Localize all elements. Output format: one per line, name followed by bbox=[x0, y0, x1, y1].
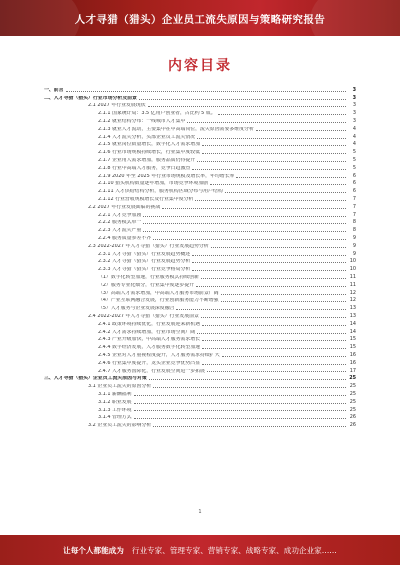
toc-dot-leader bbox=[192, 262, 346, 263]
toc-entry-page: 6 bbox=[352, 180, 356, 187]
toc-entry-page: 25 bbox=[349, 390, 356, 397]
toc-dot-leader bbox=[153, 426, 346, 427]
toc-entry-page: 14 bbox=[349, 320, 356, 327]
toc-entry[interactable] bbox=[40, 210, 356, 218]
footer-slogan-sub: 行业专家、管理专家、营销专家、战略专家、成功企业家…… bbox=[131, 545, 337, 555]
toc-dot-leader bbox=[202, 325, 346, 326]
toc-entry-page: 17 bbox=[349, 367, 356, 374]
toc-entry-title: 3.2 企业员工流失的影响分析 bbox=[88, 423, 152, 429]
toc-dot-leader bbox=[197, 161, 346, 162]
toc-entry[interactable] bbox=[40, 381, 356, 389]
toc-entry-title: 2.1 2027 年行业发展现状 bbox=[88, 103, 146, 109]
toc-entry-title: 2.1.4 人才流失分析，头部企业员工流失情况 bbox=[98, 134, 196, 140]
toc-dot-leader bbox=[187, 122, 346, 123]
toc-entry-title: 2.1.1 国家统计局：3.5 亿用户创业者，占比约 5 成。 bbox=[98, 111, 216, 117]
toc-entry-page: 11 bbox=[349, 281, 356, 288]
toc-entry-title: （5）人才服务与企业发展深度融合 bbox=[98, 306, 175, 312]
toc-entry[interactable] bbox=[40, 85, 356, 93]
toc-entry[interactable] bbox=[40, 366, 356, 374]
toc-entry-title: 2.1.9 2020 年至 2025 年行业市场规模及增长率，年均增长率 bbox=[98, 173, 235, 179]
toc-dot-leader bbox=[225, 192, 346, 193]
toc-entry-page: 3 bbox=[352, 118, 356, 125]
toc-dot-leader bbox=[134, 418, 346, 419]
toc-dot-leader bbox=[221, 294, 347, 295]
toc-entry[interactable] bbox=[40, 319, 356, 327]
toc-entry-title: 2.1.7 企业用人需求增加，服务品质仍待提升 bbox=[98, 158, 196, 163]
toc-entry-page: 3 bbox=[352, 102, 356, 109]
toc-entry-title: 3.1 企业员工流失的原因分析 bbox=[88, 384, 152, 390]
toc-entry[interactable] bbox=[40, 163, 356, 171]
toc-entry[interactable] bbox=[40, 358, 356, 366]
toc-entry-title: 2.2.2 服务模式单一 bbox=[98, 220, 142, 226]
toc-dot-leader bbox=[149, 379, 346, 380]
toc-entry[interactable] bbox=[40, 412, 356, 420]
toc-dot-leader bbox=[197, 138, 346, 139]
toc-entry-page: 16 bbox=[349, 359, 356, 366]
toc-entry-page: 8 bbox=[352, 219, 356, 226]
toc-entry-page: 12 bbox=[349, 297, 356, 304]
toc-entry-title: 3.1.1 薪酬福利 bbox=[98, 391, 132, 397]
toc-entry-page: 15 bbox=[349, 336, 356, 343]
toc-dot-leader bbox=[162, 208, 346, 209]
toc-entry[interactable] bbox=[40, 147, 356, 155]
toc-entry[interactable] bbox=[40, 420, 356, 428]
toc-entry-title: 2.3.2 人才寻猎（猎头）行业发展趋势分析 bbox=[98, 259, 191, 265]
toc-entry[interactable] bbox=[40, 140, 356, 148]
toc-entry-page: 26 bbox=[349, 414, 356, 421]
toc-entry[interactable] bbox=[40, 108, 356, 116]
toc-entry[interactable] bbox=[40, 225, 356, 233]
toc-entry-page: 25 bbox=[349, 383, 356, 390]
bottom-banner bbox=[0, 535, 400, 565]
toc-entry[interactable] bbox=[40, 350, 356, 358]
toc-entry-title: 2.1.6 行业市场规模持续增长，行业集中度较低 bbox=[98, 150, 201, 156]
toc-entry-title: （1）数字化转型加速，行业服务模式持续创新 bbox=[98, 275, 199, 280]
toc-entry[interactable] bbox=[40, 202, 356, 210]
toc-entry[interactable] bbox=[40, 218, 356, 226]
toc-entry-title: 2.3.3 人才寻猎（猎头）行业竞争格局分析 bbox=[98, 267, 191, 273]
toc-entry-title: 2.1.8 行业中高端人才服务，竞争日趋激烈 bbox=[98, 165, 191, 171]
toc-entry-title: 3.1.2 职业发展 bbox=[98, 399, 132, 405]
toc-dot-leader bbox=[192, 270, 346, 271]
toc-entry-page: 3 bbox=[352, 110, 356, 117]
toc-entry-page: 4 bbox=[352, 125, 356, 132]
toc-entry-title: 二、人才寻猎（猎头）行业市场分析及前景 bbox=[44, 95, 137, 101]
toc-entry[interactable] bbox=[40, 280, 356, 288]
toc-dot-leader bbox=[143, 223, 346, 224]
toc-dot-leader bbox=[218, 114, 346, 115]
toc-entry[interactable] bbox=[40, 233, 356, 241]
toc-entry[interactable] bbox=[40, 335, 356, 343]
toc-entry[interactable] bbox=[40, 397, 356, 405]
toc-dot-leader bbox=[134, 395, 346, 396]
toc-dot-leader bbox=[134, 410, 346, 411]
toc-dot-leader bbox=[210, 184, 346, 185]
toc-entry[interactable] bbox=[40, 373, 356, 381]
toc-dot-leader bbox=[256, 130, 346, 131]
toc-entry-page: 13 bbox=[349, 305, 356, 312]
toc-entry-page: 4 bbox=[352, 141, 356, 148]
toc-entry-title: 2.4.2 人才需求持续增加，行业市场空间广阔 bbox=[98, 329, 196, 335]
toc-dot-leader bbox=[202, 348, 346, 349]
toc-entry-page: 25 bbox=[349, 406, 356, 413]
toc-dot-leader bbox=[148, 106, 346, 107]
toc-entry-title: 2.1.5 就业岗位数量增长，数字化人才需求增加 bbox=[98, 142, 201, 148]
toc-dot-leader bbox=[202, 364, 346, 365]
toc-dot-leader bbox=[153, 239, 346, 240]
toc-entry-page: 6 bbox=[352, 172, 356, 179]
toc-entry-page: 9 bbox=[352, 242, 356, 249]
toc-entry-title: 2.1.10 猎头机构数量逐年增加，市场竞争环境加剧 bbox=[98, 181, 209, 187]
toc-entry[interactable] bbox=[40, 264, 356, 272]
toc-entry-page: 9 bbox=[352, 235, 356, 242]
toc-entry[interactable] bbox=[40, 296, 356, 304]
toc-entry-page: 10 bbox=[349, 258, 356, 265]
toc-entry-title: 2.2 2027 年行业发展面临的挑战 bbox=[88, 204, 161, 210]
toc-dot-leader bbox=[222, 356, 346, 357]
toc-entry[interactable] bbox=[40, 257, 356, 265]
toc-entry-page: 5 bbox=[352, 164, 356, 171]
toc-entry-title: 2.4.4 数字经济发展，人才服务数字化转型加速 bbox=[98, 345, 201, 351]
toc-dot-leader bbox=[236, 177, 346, 178]
toc-entry-title: （3）高端人才需求增加，中高端人才服务市场前景广阔 bbox=[98, 290, 219, 296]
toc-entry-page: 5 bbox=[352, 149, 356, 156]
toc-entry-page: 7 bbox=[352, 196, 356, 203]
toc-entry[interactable] bbox=[40, 93, 356, 101]
toc-entry-title: 3.1.4 管理方式 bbox=[98, 415, 132, 421]
toc-dot-leader bbox=[201, 278, 346, 279]
table-of-contents bbox=[40, 85, 356, 428]
toc-dot-leader bbox=[207, 371, 346, 372]
toc-entry[interactable] bbox=[40, 194, 356, 202]
toc-dot-leader bbox=[202, 145, 346, 146]
toc-entry[interactable] bbox=[40, 249, 356, 257]
toc-dot-leader bbox=[196, 286, 346, 287]
toc-entry-title: 3.1.3 工作环境 bbox=[98, 407, 132, 413]
toc-entry-title: 2.2.1 人才竞争加剧 bbox=[98, 212, 142, 218]
toc-entry[interactable] bbox=[40, 186, 356, 194]
toc-entry-page: 9 bbox=[352, 250, 356, 257]
toc-entry-page: 3 bbox=[352, 94, 356, 101]
toc-dot-leader bbox=[192, 255, 346, 256]
toc-entry-title: 2.3.1 人才寻猎（猎头）行业发展趋势概述 bbox=[98, 251, 191, 257]
toc-dot-leader bbox=[201, 317, 346, 318]
toc-dot-leader bbox=[176, 309, 346, 310]
toc-entry-title: 2.1.12 行业营收规模增长及行业集中度分析 bbox=[98, 197, 194, 202]
toc-entry-page: 4 bbox=[352, 133, 356, 140]
toc-entry-title: 2.4.7 人才服务国际化，行业发展空间进一步拓展 bbox=[98, 368, 205, 374]
toc-entry-page: 15 bbox=[349, 344, 356, 351]
toc-entry-title: 2.1.2 就业结构分布：一线城市人才集中 bbox=[98, 119, 186, 124]
report-title: 人才寻猎（猎头）企业员工流失原因与策略研究报告 bbox=[74, 13, 326, 26]
page-number: 1 bbox=[198, 509, 202, 515]
top-banner bbox=[0, 0, 400, 36]
toc-entry-page: 13 bbox=[349, 313, 356, 319]
toc-entry-title: 一、前言 bbox=[44, 87, 64, 93]
toc-entry[interactable] bbox=[40, 155, 356, 163]
toc-dot-leader bbox=[192, 169, 346, 170]
toc-entry-page: 5 bbox=[352, 157, 356, 164]
toc-entry-page: 14 bbox=[349, 328, 356, 335]
toc-entry[interactable] bbox=[40, 241, 356, 249]
toc-entry[interactable] bbox=[40, 303, 356, 311]
toc-dot-leader bbox=[153, 387, 346, 388]
toc-entry-title: 2.4.1 政策环境持续优化，行业发展迎来新机遇 bbox=[98, 321, 201, 327]
toc-dot-leader bbox=[195, 200, 346, 201]
toc-entry-title: 2.2.3 人才流失严重 bbox=[98, 228, 142, 234]
toc-entry[interactable] bbox=[40, 116, 356, 124]
toc-entry[interactable] bbox=[40, 311, 356, 319]
toc-heading: 内容目录 bbox=[168, 58, 232, 74]
toc-entry-title: 2.1.3 就业人才流动，主要集中在中高端岗位，流失原因需要多维度分析 bbox=[98, 126, 254, 132]
toc-dot-leader bbox=[143, 216, 346, 217]
toc-dot-leader bbox=[143, 231, 346, 232]
toc-entry-title: 2.4.6 行业集中度提升，龙头企业竞争优势凸显 bbox=[98, 360, 201, 366]
toc-entry-page: 11 bbox=[349, 274, 356, 281]
toc-entry-page: 10 bbox=[349, 266, 356, 273]
toc-dot-leader bbox=[139, 99, 346, 100]
toc-entry[interactable] bbox=[40, 327, 356, 335]
toc-entry-page: 12 bbox=[349, 289, 356, 296]
toc-entry-title: 2.1.11 人才供给结构分析，服务机构区域分布与用户结构 bbox=[98, 189, 223, 195]
toc-dot-leader bbox=[202, 153, 346, 154]
toc-entry[interactable] bbox=[40, 272, 356, 280]
toc-entry-page: 6 bbox=[352, 188, 356, 195]
toc-dot-leader bbox=[202, 340, 346, 341]
toc-entry[interactable] bbox=[40, 389, 356, 397]
toc-entry-title: （4）产业互联网融合发展，行业创新服务能力不断增强 bbox=[98, 298, 219, 304]
toc-entry-page: 3 bbox=[352, 86, 356, 93]
toc-entry-title: 2.3 2022-2027 年人才寻猎（猎头）行业发展趋势分析 bbox=[88, 243, 209, 249]
toc-entry-page: 25 bbox=[349, 375, 356, 382]
toc-entry[interactable] bbox=[40, 179, 356, 187]
toc-entry-page: 25 bbox=[349, 398, 356, 405]
toc-dot-leader bbox=[134, 403, 346, 404]
toc-dot-leader bbox=[211, 247, 346, 248]
toc-entry-title: 2.4.3 产业升级加快，中高端人才服务需求增长 bbox=[98, 337, 201, 343]
toc-dot-leader bbox=[197, 333, 346, 334]
toc-entry[interactable] bbox=[40, 342, 356, 350]
toc-entry-title: 2.4 2022-2027 年人才寻猎（猎头）行业发展前景 bbox=[88, 314, 199, 319]
toc-entry[interactable] bbox=[40, 171, 356, 179]
toc-entry-title: 三、人才寻猎（猎头）企业员工流失原因与对策 bbox=[44, 376, 147, 382]
footer-slogan-main: 让每个人都能成为 bbox=[63, 545, 124, 555]
toc-dot-leader bbox=[221, 301, 347, 302]
toc-entry[interactable] bbox=[40, 132, 356, 140]
toc-entry-page: 16 bbox=[349, 351, 356, 358]
toc-entry-title: （2）服务专业化细分，行业集中度逐步提升 bbox=[98, 282, 195, 288]
toc-entry[interactable] bbox=[40, 288, 356, 296]
toc-entry-title: 2.4.5 企业对人才重视程度提升，人才服务需求持续扩大 bbox=[98, 352, 220, 358]
toc-entry-page: 8 bbox=[352, 227, 356, 234]
toc-entry[interactable] bbox=[40, 101, 356, 109]
toc-entry-title: 2.2.4 服务质量参差不齐 bbox=[98, 236, 152, 241]
toc-entry-page: 7 bbox=[352, 211, 356, 218]
toc-entry[interactable] bbox=[40, 124, 356, 132]
toc-dot-leader bbox=[66, 91, 346, 92]
toc-entry-page: 26 bbox=[349, 422, 356, 429]
toc-entry-page: 7 bbox=[352, 203, 356, 210]
toc-entry[interactable] bbox=[40, 405, 356, 413]
